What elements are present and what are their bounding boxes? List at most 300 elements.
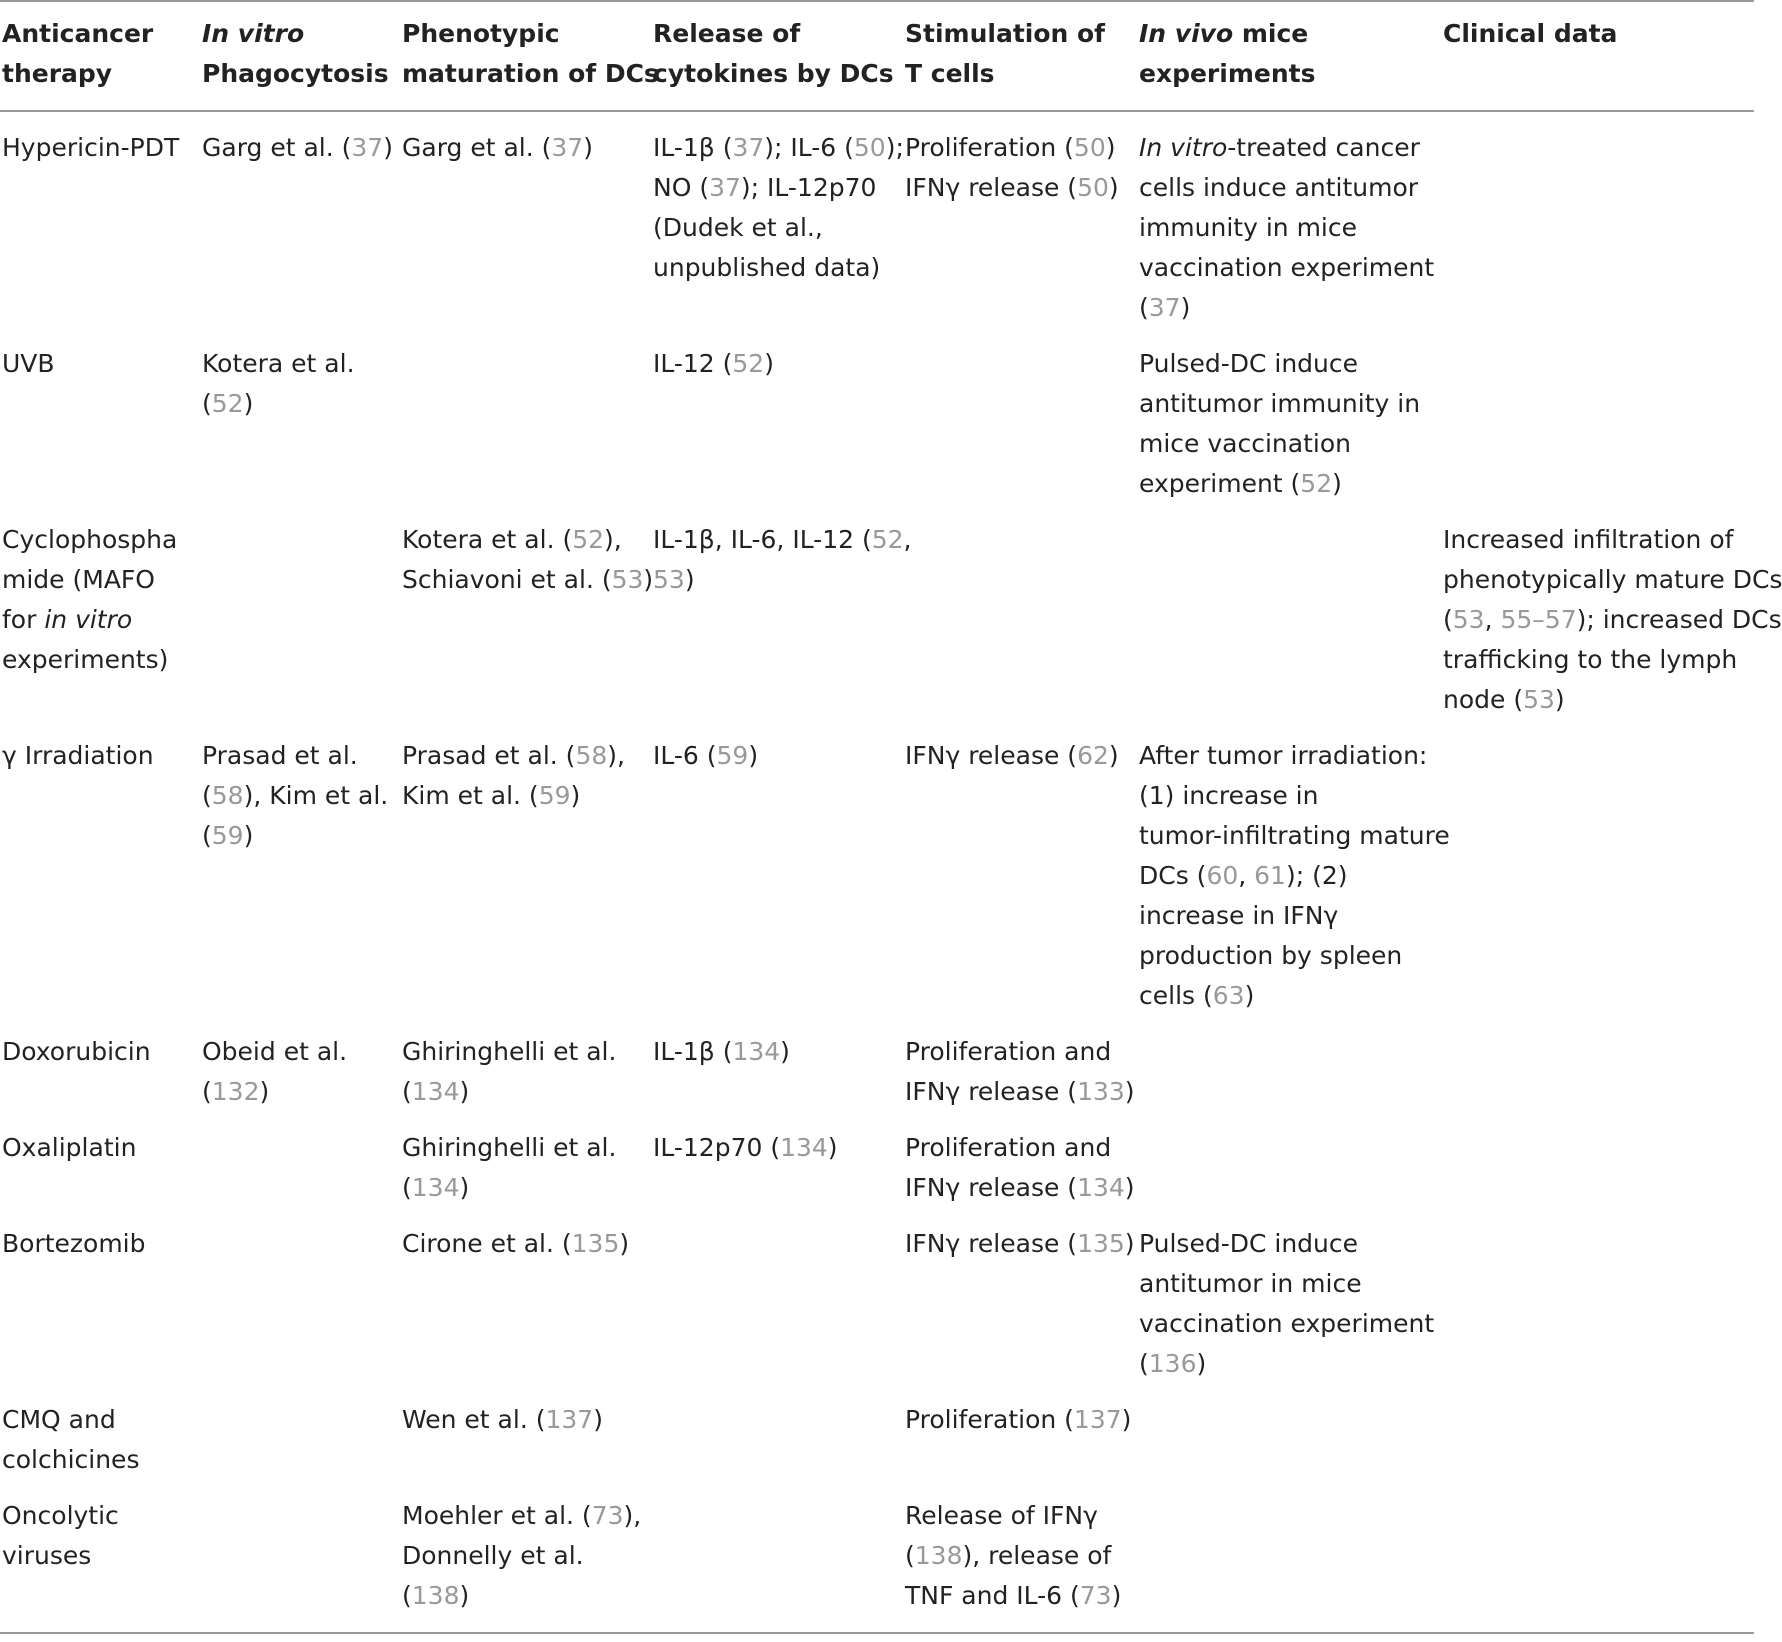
cell-text: Cyclophospha	[2, 525, 178, 554]
cell-line	[202, 776, 396, 816]
reference-link[interactable]: 52	[871, 525, 904, 554]
cell-line	[905, 1168, 1133, 1208]
cell-text: )	[1244, 981, 1255, 1010]
cell-text: )	[459, 1173, 470, 1202]
cell-text: maturation of DCs	[402, 59, 659, 88]
table-cell	[651, 1480, 903, 1633]
cell-line	[2, 1128, 196, 1168]
cell-text: ),	[623, 1501, 642, 1530]
italic-text: In vitro	[202, 19, 305, 48]
column-header-5	[903, 1, 1137, 111]
cell-text: Doxorubicin	[2, 1037, 151, 1066]
cell-text: IL-6 (	[653, 741, 717, 770]
cell-text: )	[459, 1077, 470, 1106]
table-row	[0, 720, 1754, 1016]
cell-text: )	[827, 1133, 838, 1162]
cell-text: )	[593, 1405, 603, 1434]
table-cell	[1137, 111, 1441, 328]
cell-text: Ghiringhelli et al.	[402, 1037, 617, 1066]
reference-link[interactable]: 55–57	[1500, 605, 1577, 634]
cell-text: vaccination experiment	[1139, 253, 1435, 282]
cell-text: Garg et al. (	[202, 133, 352, 162]
reference-link[interactable]: 59	[538, 781, 571, 810]
table-cell	[200, 328, 400, 504]
cell-line	[402, 736, 647, 776]
table-cell	[1137, 1480, 1441, 1633]
reference-link[interactable]: 132	[211, 1077, 260, 1106]
table-cell	[200, 1112, 400, 1208]
table-cell	[903, 111, 1137, 328]
cell-line	[905, 14, 1133, 54]
table-cell	[1441, 1384, 1754, 1480]
cell-text: Pulsed-DC induce	[1139, 1229, 1359, 1258]
cell-line	[1139, 936, 1437, 976]
cell-text: ), Kim et al.	[243, 781, 389, 810]
reference-link[interactable]: 138	[411, 1581, 460, 1610]
cell-line	[2, 600, 196, 640]
cell-text: Ghiringhelli et al.	[402, 1133, 617, 1162]
cell-text: Kotera et al.	[202, 349, 355, 378]
cell-line	[653, 128, 904, 168]
table-cell	[651, 1112, 903, 1208]
cell-line	[1139, 344, 1437, 384]
column-header-7	[1441, 1, 1754, 111]
cell-line	[905, 1032, 1133, 1072]
cell-text: ); (2)	[1285, 861, 1348, 890]
reference-link[interactable]: 53	[1452, 605, 1485, 634]
table-cell	[400, 328, 651, 504]
cell-text: (	[402, 1581, 412, 1610]
cell-text: IL-1β (	[653, 133, 733, 162]
table-cell	[0, 504, 200, 720]
cell-text: )	[1196, 1349, 1207, 1378]
cell-text: Release of IFNγ	[905, 1501, 1098, 1530]
table-cell	[1137, 504, 1441, 720]
reference-link[interactable]: 61	[1254, 861, 1286, 890]
cell-line	[402, 520, 647, 560]
table-cell	[200, 111, 400, 328]
cell-text: Phenotypic	[402, 19, 560, 48]
cell-text: antitumor in mice	[1139, 1269, 1362, 1298]
reference-link[interactable]: 135	[1077, 1229, 1125, 1258]
cell-line	[653, 54, 899, 94]
cell-line	[1139, 1264, 1437, 1304]
cell-text: DCs (	[1139, 861, 1207, 890]
cell-line	[905, 168, 1133, 208]
table-cell	[903, 504, 1137, 720]
cell-line	[2, 344, 196, 384]
table-cell	[1441, 1112, 1754, 1208]
cell-text: )	[1121, 1405, 1132, 1434]
table-cell	[0, 1480, 200, 1633]
reference-link[interactable]: 134	[732, 1037, 781, 1066]
cell-text: IFNγ release (	[905, 1229, 1078, 1258]
cell-text: ,	[903, 525, 912, 554]
cell-text: (	[1139, 293, 1149, 322]
cell-line	[905, 1536, 1133, 1576]
cell-text: immunity in mice	[1139, 213, 1357, 242]
cell-text: cells induce antitumor	[1139, 173, 1419, 202]
cell-line	[653, 520, 912, 560]
cell-line	[202, 14, 396, 54]
cell-text: Bortezomib	[2, 1229, 146, 1258]
table-cell	[651, 1208, 903, 1384]
cell-line	[1139, 1344, 1437, 1384]
cell-text: Pulsed-DC induce	[1139, 349, 1359, 378]
reference-link[interactable]: 59	[211, 821, 244, 850]
table-cell	[1137, 328, 1441, 504]
cell-line	[1139, 424, 1437, 464]
cell-text: increase in IFNγ	[1139, 901, 1339, 930]
cell-text: Oxaliplatin	[2, 1133, 137, 1162]
table-cell	[651, 504, 912, 720]
reference-link[interactable]: 37	[1148, 293, 1181, 322]
cell-text: Cirone et al. (	[402, 1229, 572, 1258]
cell-line	[653, 1128, 899, 1168]
cell-line	[202, 1072, 396, 1112]
cell-line	[1139, 856, 1437, 896]
reference-link[interactable]: 137	[545, 1405, 594, 1434]
cell-line	[402, 776, 647, 816]
column-header-6	[1137, 1, 1441, 111]
cell-line	[402, 1536, 647, 1576]
cell-text: Oncolytic	[2, 1501, 119, 1530]
cell-line	[905, 1224, 1133, 1264]
table-row	[0, 1384, 1754, 1480]
reference-link[interactable]: 52	[572, 525, 605, 554]
cell-line	[2, 1400, 196, 1440]
cell-line	[1443, 520, 1750, 560]
cell-line	[1139, 816, 1450, 856]
cell-line	[905, 128, 1133, 168]
cell-line	[905, 1496, 1133, 1536]
cell-line	[1139, 736, 1437, 776]
table-cell	[1137, 1208, 1441, 1384]
cell-text: )	[1105, 133, 1116, 162]
reference-link[interactable]: 60	[1206, 861, 1239, 890]
table-cell	[0, 111, 200, 328]
cell-line	[402, 1496, 647, 1536]
cell-line	[2, 1032, 196, 1072]
reference-link[interactable]: 134	[780, 1133, 828, 1162]
reference-link[interactable]: 53	[611, 565, 644, 594]
cell-line	[1139, 776, 1437, 816]
cell-text: IFNγ release (	[905, 1077, 1078, 1106]
cell-line	[905, 1128, 1133, 1168]
cell-line	[1443, 640, 1750, 680]
cell-text: therapy	[2, 59, 113, 88]
cell-text: colchicines	[2, 1445, 140, 1474]
reference-link[interactable]: 58	[211, 781, 244, 810]
cell-text: viruses	[2, 1541, 92, 1570]
reference-link[interactable]: 133	[1077, 1077, 1125, 1106]
reference-link[interactable]: 37	[351, 133, 384, 162]
cell-text: antitumor immunity in	[1139, 389, 1421, 418]
cell-line	[2, 1496, 196, 1536]
table-cell	[903, 1112, 1137, 1208]
cell-text: Prasad et al. (	[402, 741, 576, 770]
reference-link[interactable]: 50	[1077, 173, 1109, 202]
cell-text: (Dudek et al.,	[653, 213, 823, 242]
table-cell	[651, 328, 903, 504]
cell-line	[653, 248, 899, 288]
cell-text: Release of	[653, 19, 801, 48]
cell-text: )	[259, 1077, 270, 1106]
cell-text: IL-12 (	[653, 349, 733, 378]
cell-text: ),	[607, 741, 625, 770]
reference-link[interactable]: 73	[1079, 1581, 1112, 1610]
cell-text: IFNγ release (	[905, 1173, 1078, 1202]
table-cell	[400, 720, 651, 1016]
table-cell	[0, 1208, 200, 1384]
table-cell	[0, 1016, 200, 1112]
table-cell	[400, 1384, 651, 1480]
cell-line	[2, 1224, 196, 1264]
cell-text: ); IL-12p70	[740, 173, 877, 202]
table-row	[0, 328, 1754, 504]
table-cell	[1441, 504, 1782, 720]
reference-link[interactable]: 62	[1077, 741, 1109, 770]
cell-line	[202, 344, 396, 384]
italic-text: In vitro	[1139, 133, 1228, 162]
cell-line	[2, 560, 196, 600]
cell-text: )	[1124, 1229, 1135, 1258]
cell-line	[905, 736, 1133, 776]
table-cell	[1441, 1016, 1754, 1112]
cell-line	[2, 54, 196, 94]
reference-link[interactable]: 53	[1523, 685, 1555, 714]
cell-text: )	[748, 741, 759, 770]
cell-text: Proliferation and	[905, 1133, 1112, 1162]
cell-line	[402, 1072, 647, 1112]
reference-link[interactable]: 37	[551, 133, 584, 162]
cell-text: CMQ and	[2, 1405, 116, 1434]
cell-line	[653, 1032, 899, 1072]
reference-link[interactable]: 52	[1300, 469, 1333, 498]
cell-text: γ Irradiation	[2, 741, 154, 770]
table-row	[0, 1016, 1754, 1112]
cell-line	[1139, 464, 1437, 504]
cell-text: experiment (	[1139, 469, 1301, 498]
table-cell	[0, 720, 200, 1016]
cell-text: tumor-infiltrating mature	[1139, 821, 1450, 850]
cell-line	[202, 128, 396, 168]
table-cell	[903, 1384, 1137, 1480]
cell-line	[1443, 560, 1782, 600]
reference-link[interactable]: 135	[571, 1229, 620, 1258]
cell-text: )	[243, 821, 254, 850]
italic-text: In vivo	[1139, 19, 1234, 48]
cell-text: )	[764, 349, 774, 378]
cell-text: mice vaccination	[1139, 429, 1351, 458]
cell-line	[1443, 14, 1750, 54]
cell-text: )	[1332, 469, 1342, 498]
cell-line	[402, 1400, 647, 1440]
cell-text: IFNγ release (	[905, 741, 1078, 770]
table-cell	[903, 328, 1137, 504]
reference-link[interactable]: 59	[716, 741, 749, 770]
cell-line	[905, 1072, 1133, 1112]
table-cell	[200, 1016, 400, 1112]
cell-line	[653, 208, 899, 248]
cell-text: Schiavoni et al. (	[402, 565, 612, 594]
cell-line	[1139, 168, 1437, 208]
cell-text: vaccination experiment	[1139, 1309, 1435, 1338]
table-cell	[1137, 1112, 1441, 1208]
cell-text: IL-1β (	[653, 1037, 733, 1066]
cell-line	[1139, 14, 1437, 54]
cell-text: Moehler et al. (	[402, 1501, 592, 1530]
cell-text: -treated cancer	[1227, 133, 1420, 162]
reference-link[interactable]: 52	[732, 349, 765, 378]
table-cell	[0, 328, 200, 504]
cell-line	[2, 736, 196, 776]
table-cell	[1137, 1016, 1441, 1112]
table-row	[0, 111, 1754, 328]
cell-line	[653, 736, 899, 776]
cell-text: Increased infiltration of	[1443, 525, 1734, 554]
cell-line	[1139, 54, 1437, 94]
cell-line	[653, 560, 899, 600]
reference-link[interactable]: 137	[1073, 1405, 1122, 1434]
cell-text: Anticancer	[2, 19, 154, 48]
cell-text: IL-12p70 (	[653, 1133, 781, 1162]
cell-text: ),	[604, 525, 622, 554]
cell-text: Wen et al. (	[402, 1405, 546, 1434]
cell-text: (1) increase in	[1139, 781, 1319, 810]
cell-line	[1443, 600, 1782, 640]
cell-text: UVB	[2, 349, 55, 378]
table-cell	[200, 720, 400, 1016]
cell-text: (	[402, 1173, 412, 1202]
cell-line	[2, 1440, 196, 1480]
reference-link[interactable]: 52	[211, 389, 244, 418]
reference-link[interactable]: 50	[1073, 133, 1106, 162]
cell-text: Proliferation and	[905, 1037, 1112, 1066]
cell-line	[202, 384, 396, 424]
cell-line	[1139, 384, 1437, 424]
cell-text: )	[383, 133, 393, 162]
cell-line	[402, 1576, 647, 1616]
cell-text: (	[402, 1077, 412, 1106]
cell-text: );	[885, 133, 904, 162]
header-row	[0, 1, 1754, 111]
cell-text: phenotypically mature DCs	[1443, 565, 1782, 594]
table-cell	[0, 1384, 200, 1480]
cell-line	[1139, 288, 1437, 328]
table-cell	[400, 1480, 651, 1633]
cell-text: )	[1124, 1173, 1135, 1202]
cell-line	[905, 54, 1133, 94]
table-cell	[1137, 720, 1450, 1016]
table-cell	[400, 1016, 651, 1112]
cell-text: Proliferation (	[905, 1405, 1074, 1434]
reference-link[interactable]: 134	[411, 1077, 460, 1106]
cell-line	[402, 1032, 647, 1072]
cell-text: unpublished data)	[653, 253, 881, 282]
cell-line	[402, 560, 654, 600]
reference-link[interactable]: 50	[853, 133, 886, 162]
column-header-4	[651, 1, 903, 111]
reference-link[interactable]: 136	[1148, 1349, 1197, 1378]
table-row	[0, 504, 1754, 720]
cell-text: )	[1180, 293, 1191, 322]
reference-link[interactable]: 73	[591, 1501, 624, 1530]
cell-text: cells (	[1139, 981, 1213, 1010]
cell-line	[202, 816, 396, 856]
cell-text: )	[583, 133, 593, 162]
cell-text: trafficking to the lymph	[1443, 645, 1738, 674]
table-cell	[1441, 1208, 1754, 1384]
cell-line	[402, 1168, 647, 1208]
table-cell	[903, 1208, 1137, 1384]
cell-text: ); IL-6 (	[764, 133, 854, 162]
reference-link[interactable]: 37	[732, 133, 765, 162]
reference-link[interactable]: 53	[653, 565, 685, 594]
table-cell	[200, 1480, 400, 1633]
table-cell	[651, 1016, 903, 1112]
column-header-1	[0, 1, 200, 111]
reference-link[interactable]: 58	[575, 741, 608, 770]
cell-text: ); increased DCs	[1576, 605, 1782, 634]
cell-text: mice	[1233, 19, 1309, 48]
cell-line	[402, 1128, 647, 1168]
table-row	[0, 1208, 1754, 1384]
cell-text: Phagocytosis	[202, 59, 389, 88]
cell-text: T cells	[905, 59, 995, 88]
cell-text: Stimulation of	[905, 19, 1106, 48]
cell-line	[402, 14, 647, 54]
cell-text: (	[1139, 1349, 1149, 1378]
table-cell	[903, 1480, 1137, 1633]
cell-line	[202, 1032, 396, 1072]
cell-text: )	[570, 781, 581, 810]
cell-text: IL-1β, IL-6, IL-12 (	[653, 525, 872, 554]
cell-text: TNF and IL-6 (	[905, 1581, 1080, 1610]
cell-line	[2, 128, 196, 168]
cell-text: )	[643, 565, 654, 594]
cell-text: )	[243, 389, 254, 418]
cell-text: node (	[1443, 685, 1524, 714]
table-cell	[1137, 1384, 1441, 1480]
cell-line	[202, 54, 396, 94]
cell-line	[905, 1400, 1133, 1440]
cell-text: ), release of	[962, 1541, 1112, 1570]
cell-text: Prasad et al.	[202, 741, 358, 770]
cell-text: Hypericin-PDT	[2, 133, 180, 162]
cell-text: )	[1108, 741, 1119, 770]
table-body	[0, 111, 1782, 1633]
table-cell	[1441, 720, 1754, 1016]
cell-text: (	[905, 1541, 915, 1570]
cell-line	[1139, 208, 1437, 248]
table-cell	[200, 1208, 400, 1384]
cell-line	[2, 14, 196, 54]
cell-line	[1443, 680, 1750, 720]
reference-link[interactable]: 63	[1212, 981, 1245, 1010]
reference-link[interactable]: 138	[914, 1541, 963, 1570]
cell-line	[2, 1536, 196, 1576]
reference-link[interactable]: 37	[709, 173, 741, 202]
cell-text: )	[1554, 685, 1565, 714]
reference-link[interactable]: 134	[411, 1173, 460, 1202]
cell-text: Kim et al. (	[402, 781, 539, 810]
cell-text: experiments	[1139, 59, 1316, 88]
cell-text: NO (	[653, 173, 710, 202]
cell-text: for	[2, 605, 45, 634]
cell-line	[1139, 896, 1437, 936]
reference-link[interactable]: 134	[1077, 1173, 1125, 1202]
